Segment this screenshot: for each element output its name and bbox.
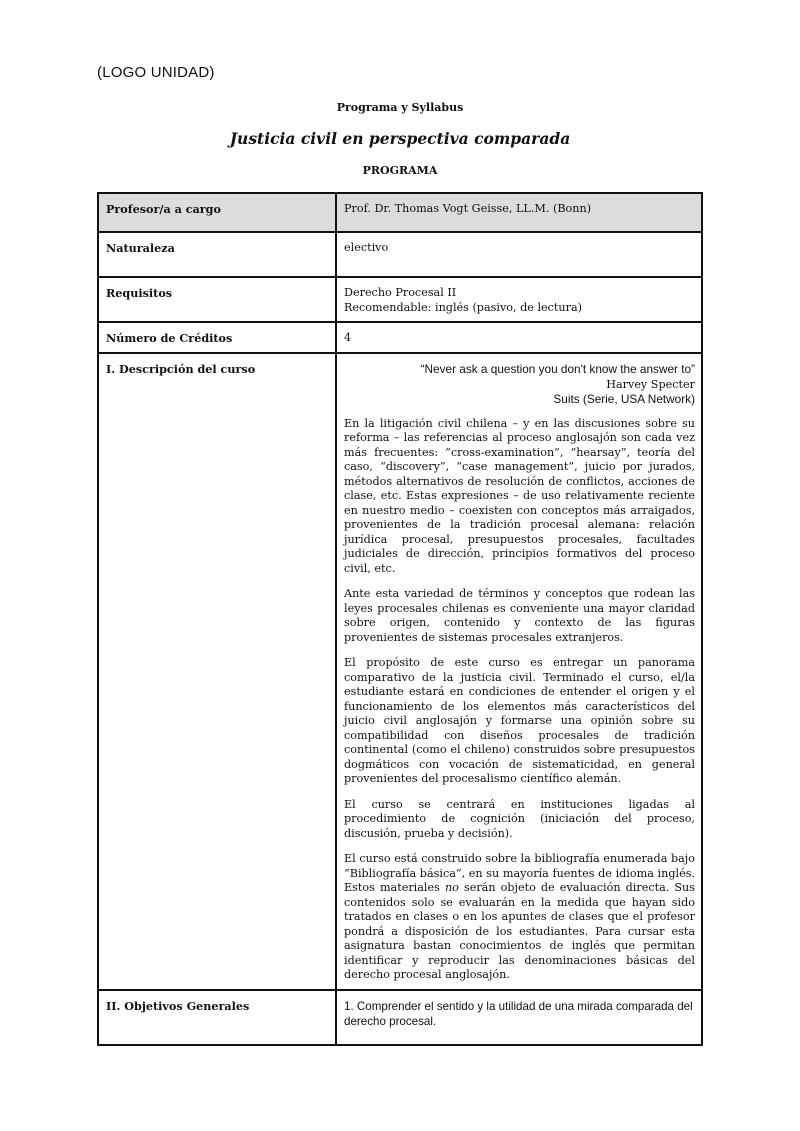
paragraph-5-start: El curso está construido sobre la bibliografía enumerada bajo “Bibliografía básica”, en su mayoría fuentes de idioma inglés. Estos materiales — [344, 852, 695, 894]
description-paragraph-1: En la litigación civil chilena – y en las discusiones sobre su reforma – las referencias al proceso anglosajón son cada vez más frecuentes: “cross-examination”, “hearsay”, teoría del caso, “discovery”, “case management”, juicio por jurados, métodos alternativos de resolución de conflictos, acciones de clase, etc. Estas expresiones – de uso relativamente reciente en nuestro medio – coexisten con conceptos más arraigados, provenientes de la tradición procesal alemana: relación jurídica procesal, presupuestos procesales, facultades judiciales de dirección, principios formativos del proceso civil, etc. — [344, 416, 695, 575]
description-body — [336, 353, 702, 990]
description-paragraph-5 — [344, 852, 695, 983]
requirements-row — [98, 277, 702, 322]
objectives-row — [98, 990, 702, 1045]
nature-label: Naturaleza — [98, 232, 336, 277]
requirements-label: Requisitos — [98, 277, 336, 322]
description-paragraph-4: El curso se centrará en instituciones ligadas al procedimiento de cognición (iniciación del proceso, discusión, prueba y decisión). — [344, 797, 695, 840]
requirements-line-2: Recomendable: inglés (pasivo, de lectura) — [344, 300, 583, 314]
paragraph-5-emphasis: no — [444, 881, 459, 894]
requirements-line-1: Derecho Procesal II — [344, 286, 457, 299]
nature-value: electivo — [336, 232, 702, 277]
description-paragraph-2: Ante esta variedad de términos y conceptos que rodean las leyes procesales chilenas es conveniente una mayor claridad sobre origen, contenido y contexto de las figuras provenientes de sistemas procesales extranjeros. — [344, 587, 695, 644]
requirements-value — [336, 277, 702, 322]
professor-label: Profesor/a a cargo — [98, 193, 336, 232]
epigraph-author: Harvey Specter — [606, 377, 695, 391]
credits-label: Número de Créditos — [98, 322, 336, 353]
objective-1: 1. Comprender el sentido y la utilidad de una mirada comparada del derecho procesal. — [336, 990, 702, 1045]
objectives-label: II. Objetivos Generales — [98, 990, 336, 1045]
epigraph-source: Suits (Serie, USA Network) — [553, 391, 695, 406]
logo-placeholder: (LOGO UNIDAD) — [97, 64, 215, 81]
epigraph — [344, 362, 695, 407]
paragraph-5-end: serán objeto de evaluación directa. Sus contenidos solo se evaluarán en la medida que hayan sido tratados en clases o en los apuntes de clases que el profesor pondrá a disposición de los estudiantes. Para cursar esta asignatura bastan conocimientos de inglés que permitan identificar y reproducir las denominaciones básicas del derecho procesal anglosajón. — [344, 881, 695, 981]
professor-value: Prof. Dr. Thomas Vogt Geisse, LL.M. (Bonn) — [336, 193, 702, 232]
program-table — [97, 192, 703, 1046]
course-title: Justicia civil en perspectiva comparada — [229, 129, 571, 148]
description-row — [98, 353, 702, 990]
professor-row — [98, 193, 702, 232]
epigraph-quote: “Never ask a question you don't know the answer to” — [420, 361, 695, 376]
credits-row — [98, 322, 702, 353]
section-label: PROGRAMA — [362, 164, 438, 177]
nature-row — [98, 232, 702, 277]
description-label: I. Descripción del curso — [98, 353, 336, 990]
document-kind: Programa y Syllabus — [336, 101, 464, 114]
description-paragraph-3: El propósito de este curso es entregar un panorama comparativo de la justicia civil. Terminado el curso, el/la estudiante estará en condiciones de entender el origen y el funcionamiento de los elementos más característicos del juicio civil anglosajón y formarse una opinión sobre su compatibilidad con diseños procesales de tradición continental (como el chileno) construidos sobre presupuestos dogmáticos con vocación de sistematicidad, en general provenientes del procesalismo científico alemán. — [344, 656, 695, 785]
credits-value: 4 — [336, 322, 702, 353]
